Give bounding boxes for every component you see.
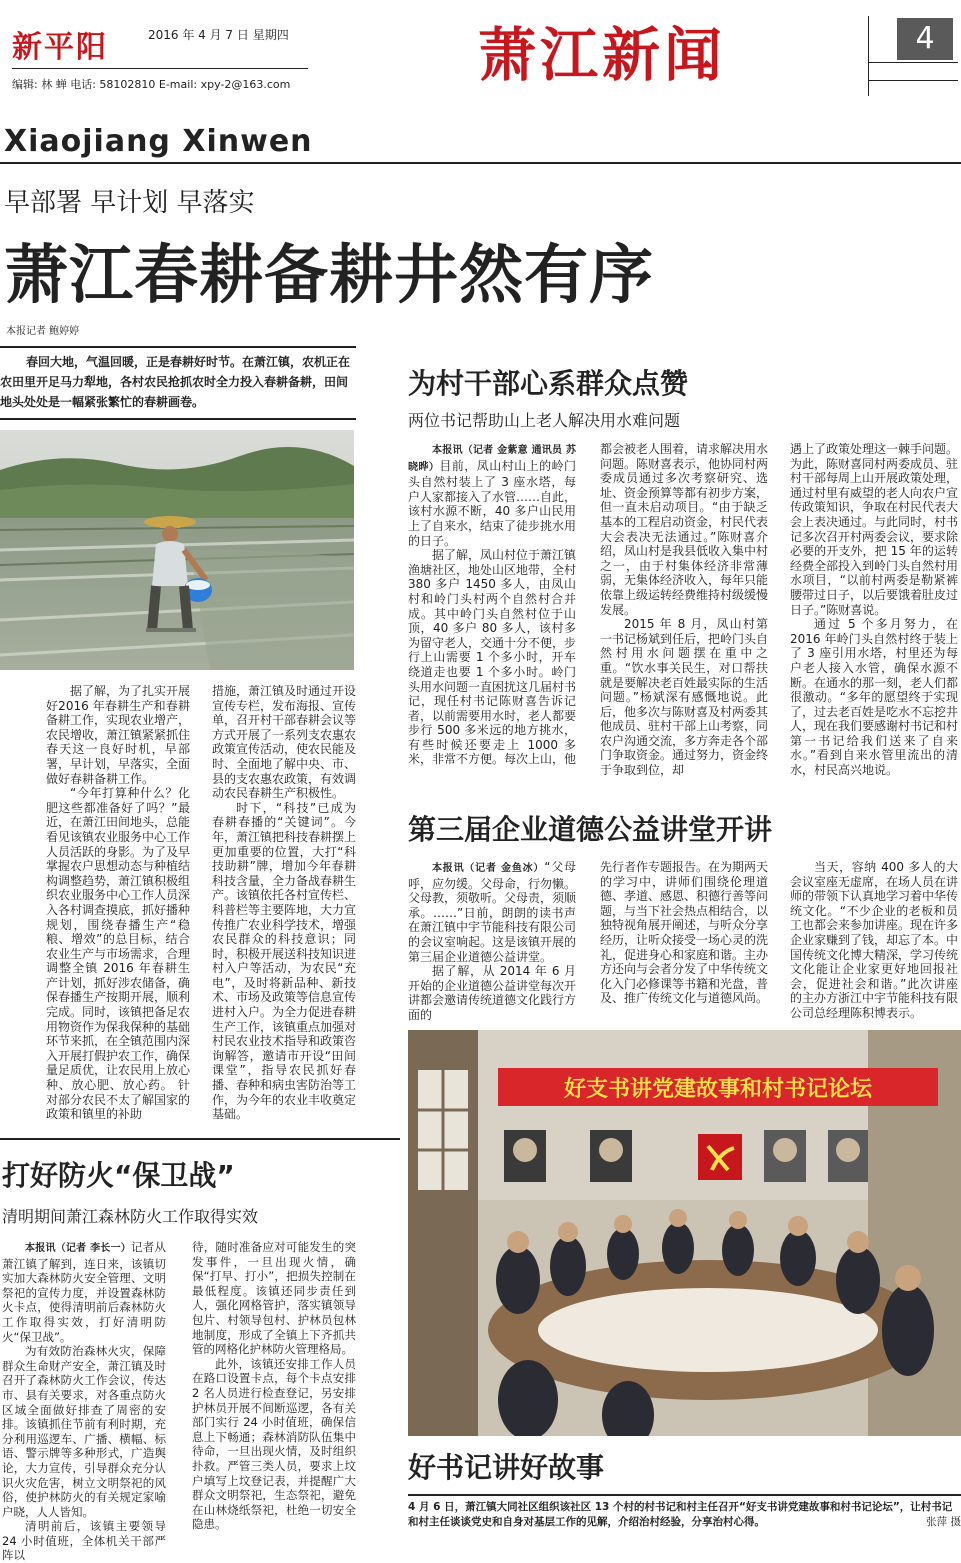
caption-text: 4 月 6 日，萧江镇大同社区组织该社区 13 个村的村书记和村主任召开“好支书讲党建故事和村书记论坛”，让村书记和村主任谈谈党史和自身对基层工作的见解，介绍治村经验，分享治村心得。 [408,1501,953,1528]
forum-photo [408,1030,961,1436]
paragraph-text: “父母呼，应勿缓。父母命，行勿懒。父母教，须敬听。父母责，须顺承。……”日前，朗朗的读书声在萧江镇中宇节能科技有限公司的会议室响起。这是该镇开展的第三届企业道德公益讲堂。 [408,860,577,964]
paragraph: 2015 年 8 月，凤山村第一书记杨斌到任后，把岭门头自然村用水问题摆在重中之重。“饮水事关民生，对口帮扶就是要解决老百姓最实际的生活问题。”杨斌深有感慨地说。此后，他多次与陈财喜及村两委其他成员、驻村干部上山考察，同农户沟通交流，多方奔走各个部门争取资金。通过努力，资金终于争取到位，却 [600,617,769,778]
story3-column-3 [790,860,958,1021]
paragraph: 通过 5 个多月努力，在 2016 年岭门头自然村终于装上了 3 座引用水塔，村里还为每户老人接入水管，确保水源不断。在通水的那一刻，老人们都很激动。“多年的愿望终于实现了，过去老百姓是吃水不忘挖井人，现在我们要感谢村书记和村第一书记给我们送来了自来水。”看到自来水管里流出的清水，村民高兴地说。 [790,617,959,778]
story4-column-2 [192,1240,356,1532]
story2-column-1 [408,442,576,767]
lead-headline: 萧江春耕备耕井然有序 [4,239,654,313]
paragraph [2,1240,166,1344]
paragraph: 都会被老人围着，请求解决用水问题。陈财喜表示，他协同村两委成员通过多次考察研究、选址、资金预算等都有初步方案，但一直未启动项目。“由于缺乏基本的工程启动资金，村民代表大会表决无法通过。”陈财喜介绍，凤山村是我县低收入集中村之一，由于村集体经济非常薄弱，无集体经济收入，每年只能依靠上级运转经费维持村级缓慢发展。 [600,442,769,617]
paragraph: 清明前后，该镇主要领导 24 小时值班，全体机关干部严阵以 [2,1519,166,1563]
forum-banner-text: 好支书讲党建故事和村书记论坛 [563,1077,873,1102]
paragraph: 据了解，凤山村位于萧江镇渔塘社区，地处山区地带，全村 380 多户 1450 多人，由凤山村和岭门头村两个自然村合并成。其中岭门头自然村位于山顶，40 多户 80 多人，该村多为留守老人，交通十分不便，步行上山需要 1 个多小时，开车绕道走也要 1 个多小时。岭门头用水问题一直困扰这几届村书记，现任村书记陈财喜告诉记者，以前需要用水时，老人都要步行 500 多米远的地方挑水，有些时候还要走上 1000 多米，非常不方便。每次上山，他 [408,548,577,767]
photo-caption [408,1500,961,1530]
page-rule-vertical [868,16,869,96]
paragraph [408,860,576,964]
story4-headline: 打好防火“保卫战” [2,1159,235,1192]
newspaper-logo: 新平阳 [12,30,108,65]
story2-column-3 [790,442,958,778]
page-rule-h1 [868,62,958,63]
story2-byline: 本报讯（记者 金紫意 通讯员 苏晓晔） [408,445,576,473]
paragraph: 先行者作专题报告。在为期两天的学习中，讲师们围绕伦理道德、孝道、感恩、积德行善等问题，与当下社会热点相结合，以独特视角展开阐述，与听众分享经历，让听众接受一场心灵的洗礼，促进身心和家庭和谐。主办方还向与会者分发了中华传统文化入门必修课等书籍和光盘，普及、推广传统文化与道德风尚。 [600,860,769,1006]
lead-paragraph: 春回大地，气温回暖，正是春耕好时节。在萧江镇，农机正在农田里开足马力犁地，各村农民抢抓农时全力投入春耕备耕，田间地头处处是一幅紧张繁忙的春耕画卷。 [0,355,351,409]
page-number: 4 [897,18,953,60]
paragraph-text: 记者从萧江镇了解到，连日来，该镇切实加大森林防火安全管理、文明祭祀的宣传力度，并设置森林防火卡点，使得清明前后森林防火工作取得实效，打好清明防火“保卫战”。 [2,1240,167,1344]
story5-headline: 好书记讲好故事 [408,1451,605,1484]
top-divider [0,162,961,164]
paragraph [408,442,576,548]
section-title: 萧江新闻 [478,21,727,89]
story3-headline: 第三届企业道德公益讲堂开讲 [408,813,773,846]
story4-subhead: 清明期间萧江森林防火工作取得实效 [2,1207,259,1226]
story3-column-1 [408,860,576,1023]
lead-rule-bottom [0,418,356,420]
paragraph: “今年打算种什么？化肥这些都准备好了吗？”最近，在萧江田间地头，总能看见该镇农业服务中心工作人员活跃的身影。为了及早掌握农户思想动态与种植结构调整趋势，萧江镇积极组织农业服务中心工作人员深入各村调查摸底，抓好播种规划，围绕春播生产“稳粮、增效”的总目标，结合农业生产与市场需求，合理调整全镇 2016 年春耕生产计划，抓好涉农储备，确保春播生产按期开展，顺利完成。同时，该镇把备足农用物资作为保我保种的基础环节来抓，在全镇范围内深入开展打假护农工作，确保量足质优，让农民用上放心种、放心肥、放心药。 针对部分农民不太了解国家的政策和镇里的补助 [46,786,191,1122]
story2-subhead: 两位书记帮助山上老人解决用水难问题 [408,411,681,430]
paragraph: 遇上了政策处理这一棘手问题。为此，陈财喜同村两委成员、驻村干部每周上山开展政策处理，通过村里有威望的老人向农户宣传政策知识，争取在村民代表大会上表决通过。与此同时，村书记多次召开村两委会议，要求除必要的开支外，把 15 年的运转经费全部投入到岭门头自然村用水项目，“以前村两委是勒紧裤腰带过日子，以后要饿着肚皮过日子。”陈财喜说。 [790,442,959,617]
paragraph: 据了解，为了扎实开展好2016 年春耕生产和春耕备耕工作，实现农业增产，农民增收，萧江镇紧紧抓住春天这一良好时机，早部署，早计划，早落实，全面做好春耕备耕工作。 [46,684,191,786]
paragraph: 为有效防治森林火灾，保障群众生命财产安全，萧江镇及时召开了森林防火工作会议，传达市、县有关要求，对各重点防火区域全面做好排查了周密的安排。该镇抓住节前有利时期，充分利用巡逻车、广播、横幅、标语、警示牌等多种形式，广造舆论，大力宣传，引导群众充分认识火灾危害，树立文明祭祀的风俗，使护林防火的有关规定家喻户晓，人人皆知。 [2,1344,166,1519]
story4-column-1 [2,1240,166,1563]
paragraph: 当天，容纳 400 多人的大会议室座无虚席，在场人员在讲师的带领下认真地学习着中华传统文化。“不少企业的老板和员工也都会来参加讲座。现在许多企业家赚到了钱，却忘了本。中国传统文化博大精深，学习传统文化能让企业家更好地回报社会，促进社会和谐。”此次讲座的主办方浙江中宇节能科技有限公司总经理陈积博表示。 [790,860,959,1020]
story3-column-2 [600,860,768,1006]
paragraph: 措施，萧江镇及时通过开设宣传专栏，发布海报、宣传单，召开村干部春耕会议等方式开展了一系列支农惠农政策宣传活动，使农民能及时、全面地了解中央、市、县的支农惠农政策，有效调动农民春耕生产积极性。 [212,684,357,801]
paragraph: 待，随时准备应对可能发生的突发事件，一旦出现火情，确保“打早、打小”，把损失控制在最低程度。该镇还同步责任到人，强化网格管护，落实镇领导包片、村领导包村、护林员包林地制度，形成了全镇上下齐抓共管的网格化护林防火管理格局。 [192,1240,356,1357]
section-pinyin: Xiaojiang Xinwen [4,124,313,159]
story5-rule [408,1494,961,1496]
farmer-photo [0,430,354,670]
story4-rule [0,1138,400,1140]
paragraph-text: 目前，凤山村山上的岭门头自然村装上了 3 座水塔，每户人家都接入了水管……自此，该村水源不断，40 多户山民用上了自来水，结束了徒步挑水用的日子。 [408,458,577,548]
editor-line: 编辑: 林 蝉 电话: 58102810 E-mail: xpy-2@163.com [12,78,291,91]
issue-date: 2016 年 4 月 7 日 星期四 [148,28,289,42]
photographer-credit: 张萍 摄 [926,1516,961,1528]
paragraph: 时下，“科技”已成为春耕春播的“关键词”。今年，萧江镇把科技春耕摆上更加重要的位置，大打“科技助耕”牌，增加今年春耕科技含量，全力备战春耕生产。该镇依托各村宣传栏、科普栏等主要阵地，大力宣传推广农业科学技术，增强农民群众的科技意识；同时，积极开展送科技知识进村入户等活动，为农民“充电”，及时将新品种、新技术、市场及政策等信息宣传进村入户。为全力促进春耕生产工作，该镇重点加强对村民农业技术指导和政策咨询解答，邀请市开设“田间课堂”，指导农民抓好春播、春种和病虫害防治等工作，为今年的农业丰收奠定基础。 [212,800,357,1122]
paragraph: 据了解，从 2014 年 6 月开始的企业道德公益讲堂每次开讲都会邀请传统道德文化践行方面的 [408,964,577,1022]
lead-kicker: 早部署 早计划 早落实 [4,188,255,218]
lead-byline: 本报记者 鲍婷婷 [6,326,80,337]
masthead-rule [12,68,308,69]
page-rule-h2 [868,80,958,81]
lead-column-1 [46,684,190,1122]
lead-rule-top [0,346,356,348]
story2-headline: 为村干部心系群众点赞 [408,367,689,400]
story3-byline: 本报讯（记者 金鱼冰） [432,863,545,874]
lead-column-2 [212,684,356,1122]
story2-column-2 [600,442,768,778]
paragraph: 此外，该镇还安排工作人员在路口设置卡点，每个卡点安排 2 名人员进行检查登记，另安排护林员开展不间断巡逻，各有关部门实行 24 小时值班，确保信息上下畅通；森林消防队伍集中待命，一旦出现火情，及时组织扑救。严管三类人员，要求上坟户填写上坟登记表，并提醒广大群众文明祭祀，生态祭祀，避免在山林烧纸祭祀，杜绝一切安全隐患。 [192,1356,356,1532]
story4-byline: 本报讯（记者 李长一） [25,1243,132,1254]
